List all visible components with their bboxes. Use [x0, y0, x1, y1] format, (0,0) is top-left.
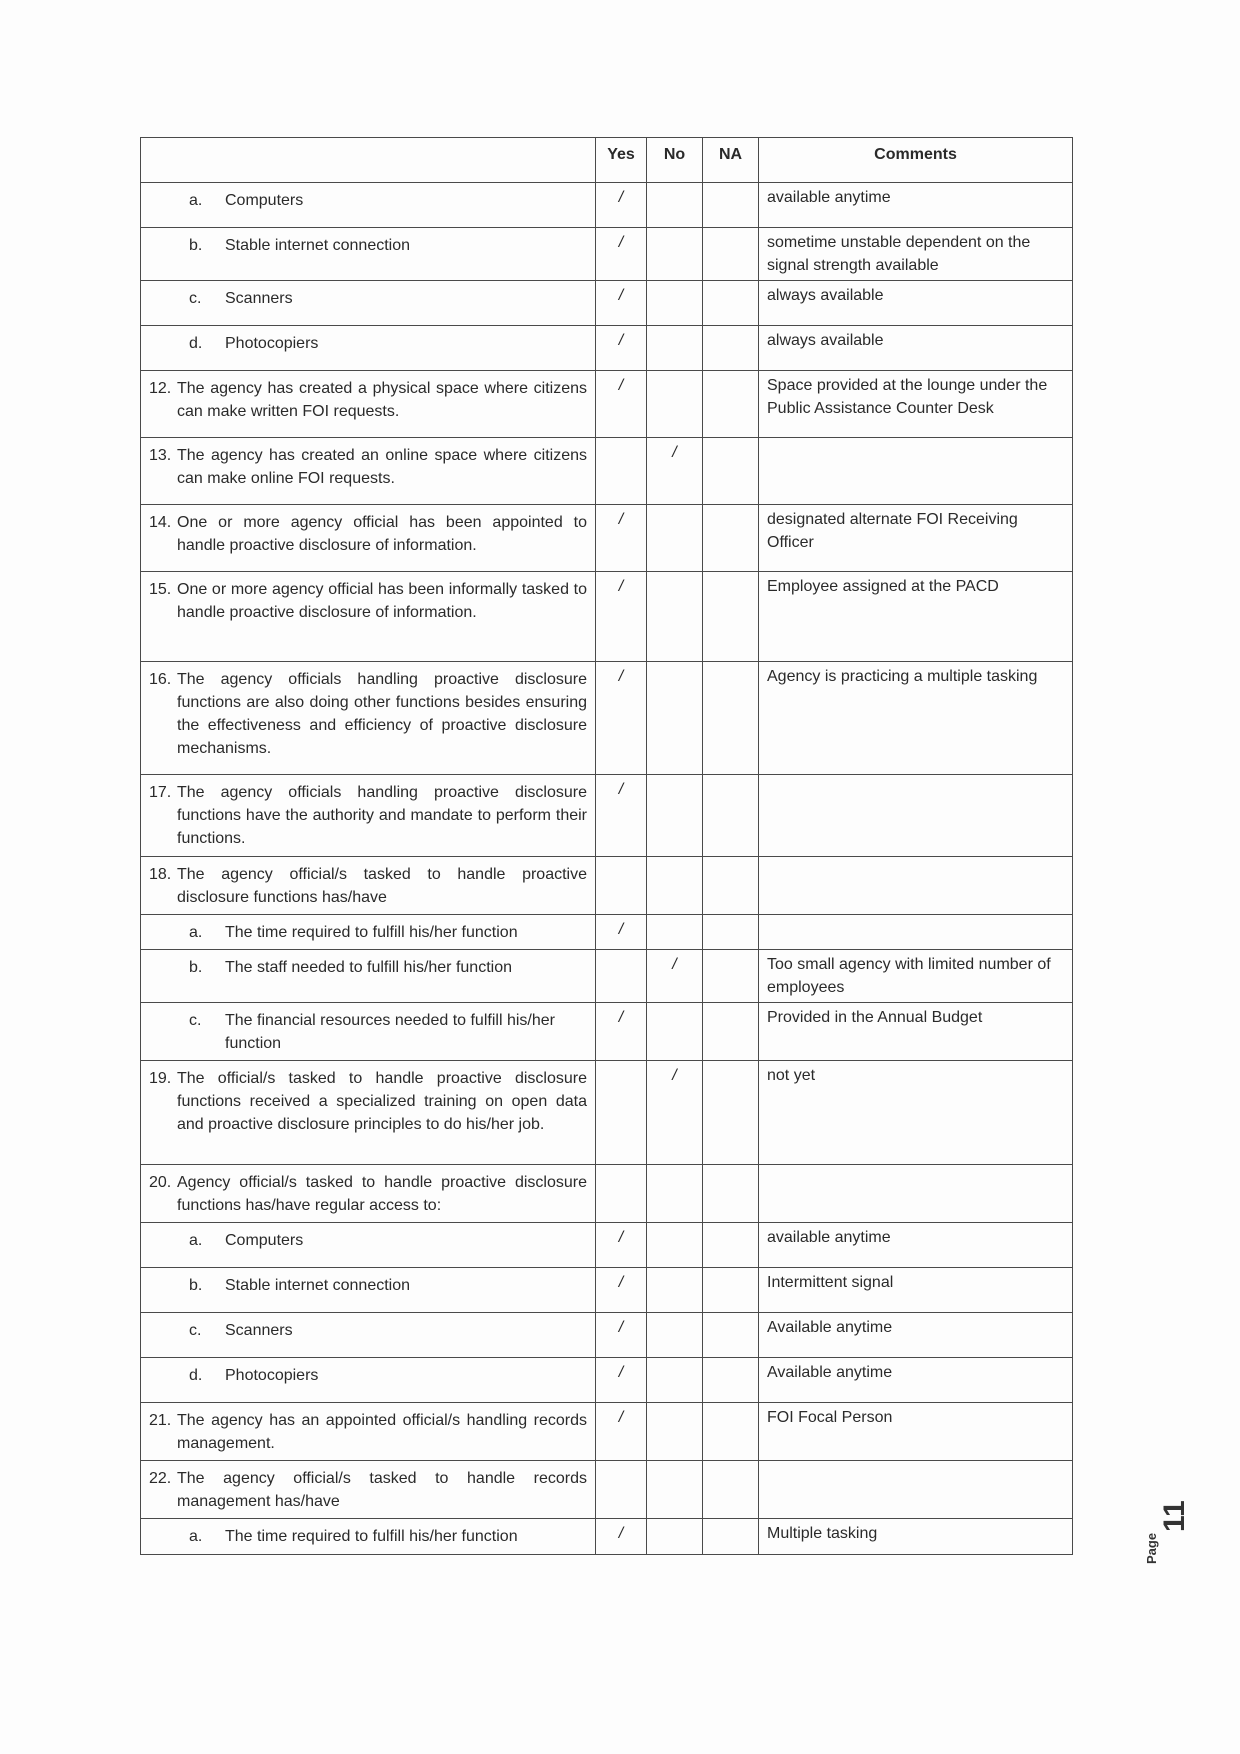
item-letter: d.	[189, 1367, 203, 1384]
item-text: The time required to fulfill his/her function	[225, 924, 518, 941]
no-mark	[647, 1403, 703, 1461]
yes-mark: /	[596, 371, 647, 438]
sub-item	[149, 284, 587, 310]
item-letter: a.	[189, 1528, 203, 1545]
item-cell	[141, 775, 596, 857]
na-mark	[703, 326, 759, 371]
item-cell	[141, 1403, 596, 1461]
question-item	[149, 1406, 587, 1455]
no-mark	[647, 915, 703, 950]
item-cell	[141, 371, 596, 438]
question-item	[149, 665, 587, 760]
item-letter: d.	[189, 335, 203, 352]
table-row	[141, 326, 1073, 371]
table-row	[141, 1519, 1073, 1555]
item-text: Photocopiers	[225, 335, 319, 352]
no-mark	[647, 857, 703, 915]
comment-cell: always available	[759, 281, 1073, 326]
item-text: The agency has created a physical space where citizens can make written FOI requests.	[177, 380, 587, 420]
na-mark	[703, 572, 759, 662]
question-item	[149, 1168, 587, 1217]
item-text: One or more agency official has been appointed to handle proactive disclosure of information.	[177, 514, 587, 554]
comment-cell: Space provided at the lounge under the Public Assistance Counter Desk	[759, 371, 1073, 438]
sub-item	[149, 186, 587, 212]
sub-item	[149, 1226, 587, 1252]
table-row	[141, 1268, 1073, 1313]
na-mark	[703, 1223, 759, 1268]
na-mark	[703, 438, 759, 505]
yes-mark: /	[596, 281, 647, 326]
page-label: Page	[1144, 1532, 1159, 1564]
na-mark	[703, 183, 759, 228]
header-na: NA	[703, 138, 759, 183]
table-row	[141, 1403, 1073, 1461]
na-mark	[703, 857, 759, 915]
item-text: Computers	[225, 1232, 304, 1249]
table-row	[141, 950, 1073, 1003]
page-number: 11	[1158, 1500, 1191, 1532]
yes-mark	[596, 1165, 647, 1223]
sub-item	[149, 329, 587, 355]
sub-item	[149, 1361, 587, 1387]
yes-mark	[596, 950, 647, 1003]
no-mark	[647, 281, 703, 326]
comment-cell	[759, 1165, 1073, 1223]
item-text: Stable internet connection	[225, 1277, 411, 1294]
no-mark	[647, 326, 703, 371]
item-cell	[141, 857, 596, 915]
item-text: Photocopiers	[225, 1367, 319, 1384]
item-number: 22.	[149, 1470, 172, 1487]
comment-cell: Intermittent signal	[759, 1268, 1073, 1313]
question-item	[149, 860, 587, 909]
item-cell	[141, 228, 596, 281]
comment-cell: Provided in the Annual Budget	[759, 1003, 1073, 1061]
na-mark	[703, 505, 759, 572]
na-mark	[703, 1061, 759, 1165]
item-number: 13.	[149, 447, 172, 464]
comment-cell: Available anytime	[759, 1358, 1073, 1403]
table-row	[141, 228, 1073, 281]
item-letter: b.	[189, 1277, 203, 1294]
table-row	[141, 775, 1073, 857]
na-mark	[703, 1165, 759, 1223]
item-cell	[141, 1519, 596, 1555]
table-row	[141, 281, 1073, 326]
item-letter: b.	[189, 237, 203, 254]
item-cell	[141, 281, 596, 326]
yes-mark	[596, 857, 647, 915]
assessment-table	[140, 137, 1073, 1555]
comment-cell	[759, 438, 1073, 505]
yes-mark: /	[596, 228, 647, 281]
comment-cell: Available anytime	[759, 1313, 1073, 1358]
question-item	[149, 778, 587, 850]
no-mark	[647, 371, 703, 438]
yes-mark: /	[596, 1313, 647, 1358]
item-letter: b.	[189, 959, 203, 976]
na-mark	[703, 662, 759, 775]
table-row	[141, 1358, 1073, 1403]
item-letter: c.	[189, 290, 202, 307]
header-no: No	[647, 138, 703, 183]
na-mark	[703, 1358, 759, 1403]
sub-item	[149, 231, 587, 257]
no-mark	[647, 183, 703, 228]
comment-cell: Agency is practicing a multiple tasking	[759, 662, 1073, 775]
item-cell	[141, 505, 596, 572]
no-mark	[647, 1165, 703, 1223]
no-mark	[647, 775, 703, 857]
no-mark	[647, 662, 703, 775]
item-cell	[141, 1165, 596, 1223]
table-body	[141, 183, 1073, 1555]
item-text: The official/s tasked to handle proactive disclosure functions received a specialized training on open data and proactive disclosure principles to do his/her job.	[177, 1070, 587, 1133]
yes-mark: /	[596, 183, 647, 228]
item-cell	[141, 1223, 596, 1268]
item-number: 14.	[149, 514, 172, 531]
yes-mark	[596, 438, 647, 505]
table-row	[141, 1061, 1073, 1165]
no-mark	[647, 1519, 703, 1555]
item-text: The agency official/s tasked to handle records management has/have	[177, 1470, 587, 1510]
comment-cell: designated alternate FOI Receiving Officer	[759, 505, 1073, 572]
item-letter: a.	[189, 1232, 203, 1249]
comment-cell: sometime unstable dependent on the signal strength available	[759, 228, 1073, 281]
question-item	[149, 508, 587, 557]
na-mark	[703, 950, 759, 1003]
item-text: Scanners	[225, 290, 293, 307]
table-row	[141, 1223, 1073, 1268]
no-mark	[647, 1313, 703, 1358]
item-text: The agency official/s tasked to handle proactive disclosure functions has/have	[177, 866, 587, 906]
header-blank	[141, 138, 596, 183]
na-mark	[703, 915, 759, 950]
no-mark	[647, 1003, 703, 1061]
header-row	[141, 138, 1073, 183]
sub-item	[149, 953, 587, 979]
sub-item	[149, 1006, 587, 1055]
no-mark: /	[647, 438, 703, 505]
na-mark	[703, 1461, 759, 1519]
no-mark	[647, 505, 703, 572]
sub-item	[149, 1316, 587, 1342]
item-cell	[141, 662, 596, 775]
page-footer	[1140, 1500, 1191, 1590]
item-cell	[141, 1061, 596, 1165]
table-row	[141, 662, 1073, 775]
item-text: Agency official/s tasked to handle proactive disclosure functions has/have regular access to:	[177, 1174, 587, 1214]
comment-cell	[759, 1461, 1073, 1519]
yes-mark: /	[596, 1519, 647, 1555]
table-row	[141, 915, 1073, 950]
item-text: The agency officials handling proactive disclosure functions are also doing other functions besides ensuring the effectiveness and efficiency of proactive disclosure mechanisms.	[177, 671, 587, 757]
table-row	[141, 183, 1073, 228]
item-number: 16.	[149, 671, 172, 688]
na-mark	[703, 1313, 759, 1358]
comment-cell: FOI Focal Person	[759, 1403, 1073, 1461]
na-mark	[703, 228, 759, 281]
item-letter: c.	[189, 1012, 202, 1029]
table-row	[141, 1003, 1073, 1061]
comment-cell	[759, 915, 1073, 950]
yes-mark: /	[596, 1403, 647, 1461]
item-text: One or more agency official has been informally tasked to handle proactive disclosure of information.	[177, 581, 587, 621]
item-number: 19.	[149, 1070, 172, 1087]
item-number: 15.	[149, 581, 172, 598]
yes-mark: /	[596, 505, 647, 572]
item-letter: a.	[189, 192, 203, 209]
comment-cell	[759, 857, 1073, 915]
yes-mark: /	[596, 572, 647, 662]
item-letter: a.	[189, 924, 203, 941]
item-letter: c.	[189, 1322, 202, 1339]
yes-mark: /	[596, 775, 647, 857]
table-row	[141, 1165, 1073, 1223]
item-text: Computers	[225, 192, 304, 209]
no-mark	[647, 228, 703, 281]
yes-mark	[596, 1061, 647, 1165]
yes-mark	[596, 1461, 647, 1519]
question-item	[149, 441, 587, 490]
comment-cell: available anytime	[759, 1223, 1073, 1268]
question-item	[149, 1064, 587, 1136]
item-cell	[141, 950, 596, 1003]
na-mark	[703, 1003, 759, 1061]
comment-cell: Too small agency with limited number of employees	[759, 950, 1073, 1003]
item-cell	[141, 915, 596, 950]
question-item	[149, 374, 587, 423]
item-cell	[141, 1313, 596, 1358]
sub-item	[149, 918, 587, 944]
comment-cell: Multiple tasking	[759, 1519, 1073, 1555]
no-mark	[647, 1223, 703, 1268]
no-mark: /	[647, 1061, 703, 1165]
na-mark	[703, 281, 759, 326]
comment-cell: not yet	[759, 1061, 1073, 1165]
item-cell	[141, 1268, 596, 1313]
table-row	[141, 857, 1073, 915]
item-number: 21.	[149, 1412, 172, 1429]
item-cell	[141, 183, 596, 228]
item-cell	[141, 1003, 596, 1061]
item-cell	[141, 1461, 596, 1519]
sub-item	[149, 1271, 587, 1297]
comment-cell: Employee assigned at the PACD	[759, 572, 1073, 662]
question-item	[149, 1464, 587, 1513]
question-item	[149, 575, 587, 624]
no-mark	[647, 1358, 703, 1403]
yes-mark: /	[596, 662, 647, 775]
item-text: The agency has created an online space where citizens can make online FOI requests.	[177, 447, 587, 487]
no-mark	[647, 572, 703, 662]
na-mark	[703, 775, 759, 857]
item-text: The staff needed to fulfill his/her function	[225, 959, 512, 976]
na-mark	[703, 1268, 759, 1313]
comment-cell	[759, 775, 1073, 857]
item-number: 17.	[149, 784, 172, 801]
table-row	[141, 1313, 1073, 1358]
comment-cell: always available	[759, 326, 1073, 371]
no-mark: /	[647, 950, 703, 1003]
header-yes: Yes	[596, 138, 647, 183]
comment-cell: available anytime	[759, 183, 1073, 228]
item-cell	[141, 572, 596, 662]
table-row	[141, 438, 1073, 505]
header-comments: Comments	[759, 138, 1073, 183]
table-row	[141, 572, 1073, 662]
item-text: The agency has an appointed official/s handling records management.	[177, 1412, 587, 1452]
item-text: The financial resources needed to fulfill his/her function	[225, 1012, 555, 1052]
item-cell	[141, 326, 596, 371]
item-number: 18.	[149, 866, 172, 883]
yes-mark: /	[596, 1268, 647, 1313]
na-mark	[703, 1519, 759, 1555]
item-text: Scanners	[225, 1322, 293, 1339]
item-text: The agency officials handling proactive disclosure functions have the authority and mandate to perform their functions.	[177, 784, 587, 847]
item-text: The time required to fulfill his/her function	[225, 1528, 518, 1545]
item-cell	[141, 438, 596, 505]
yes-mark: /	[596, 1003, 647, 1061]
table-row	[141, 505, 1073, 572]
item-text: Stable internet connection	[225, 237, 411, 254]
no-mark	[647, 1268, 703, 1313]
table-row	[141, 371, 1073, 438]
yes-mark: /	[596, 1223, 647, 1268]
yes-mark: /	[596, 1358, 647, 1403]
item-number: 12.	[149, 380, 172, 397]
sub-item	[149, 1522, 587, 1548]
yes-mark: /	[596, 326, 647, 371]
yes-mark: /	[596, 915, 647, 950]
item-number: 20.	[149, 1174, 172, 1191]
table-row	[141, 1461, 1073, 1519]
item-cell	[141, 1358, 596, 1403]
na-mark	[703, 371, 759, 438]
no-mark	[647, 1461, 703, 1519]
na-mark	[703, 1403, 759, 1461]
